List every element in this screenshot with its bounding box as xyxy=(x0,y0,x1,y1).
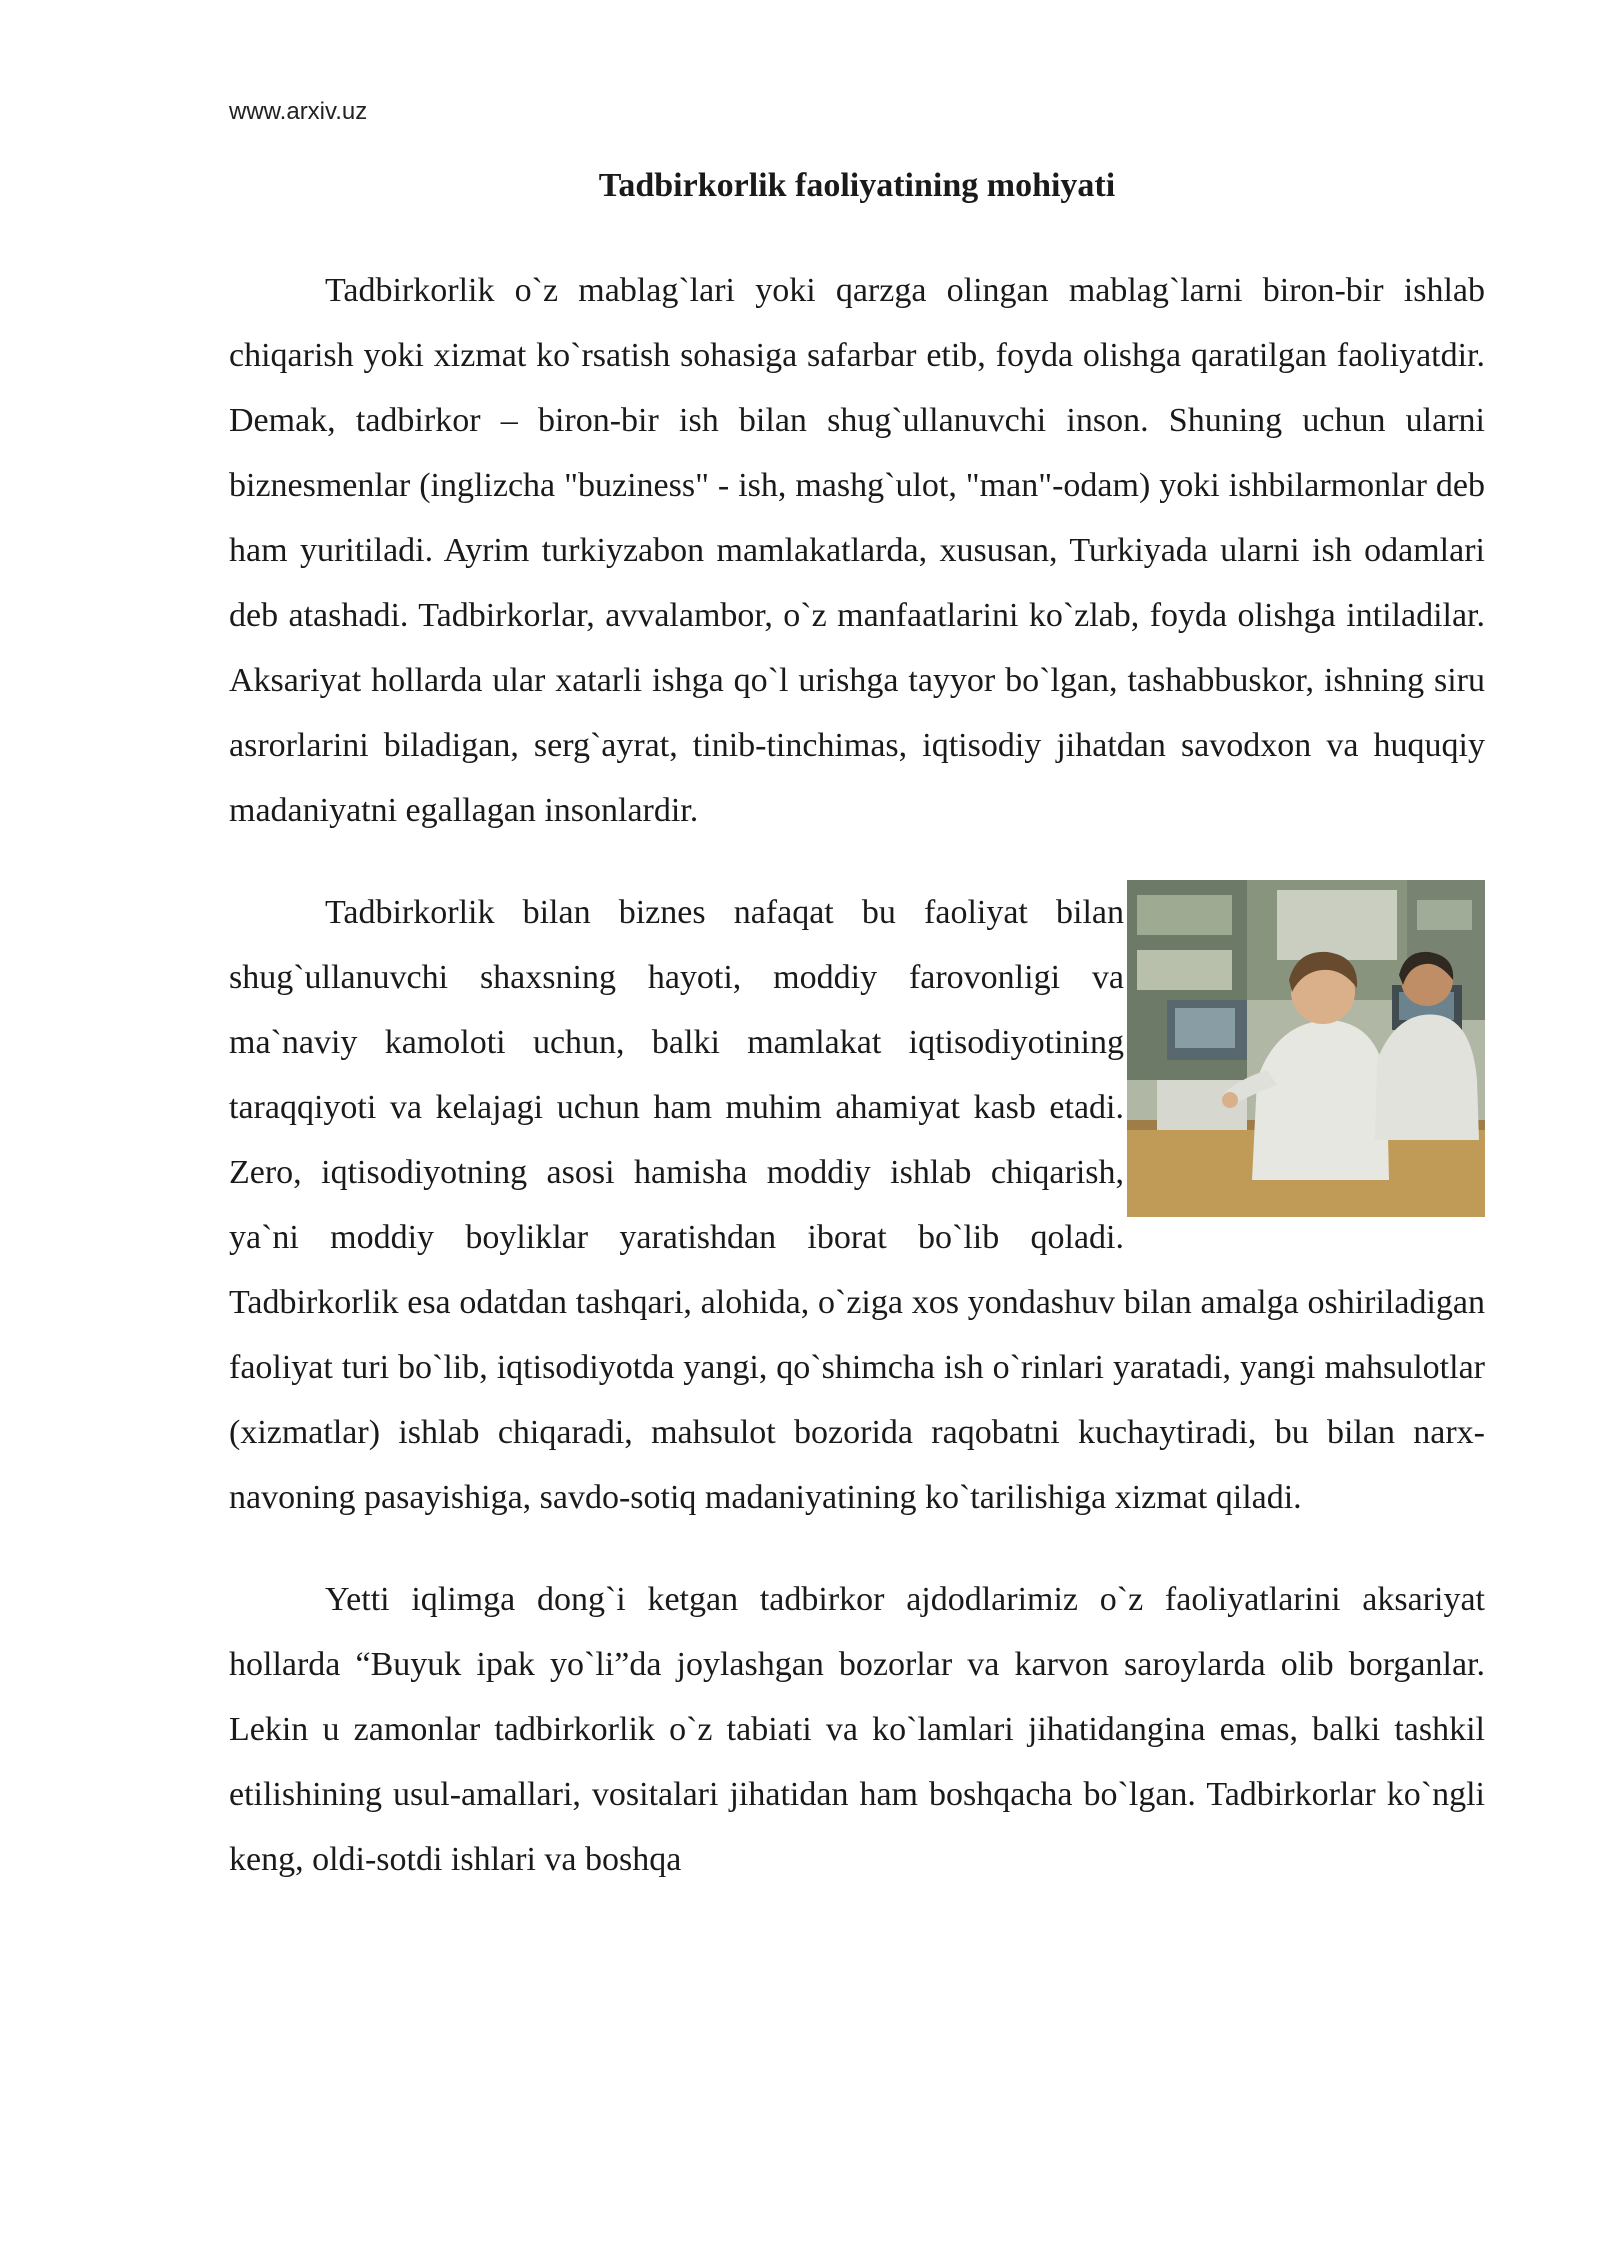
document-body xyxy=(229,258,1485,1929)
lab-workers-illustration xyxy=(1127,880,1485,1217)
paragraph-3: Yetti iqlimga dong`i ketgan tadbirkor ajdodlarimiz o`z faoliyatlarini aksariyat hollarda “Buyuk ipak yo`li”da joylashgan bozorlar va karvon saroylarda olib borganlar. Lekin u zamonlar tadbirkorlik o`z tabiati va ko`lamlari jihatidangina emas, balki tashkil etilishining usul-amallari, vositalari jihatidan ham boshqacha bo`lgan. Tadbirkorlar ko`ngli keng, oldi-sotdi ishlari va boshqa xyxy=(229,1581,1485,1878)
source-url[interactable]: www.arxiv.uz xyxy=(229,98,368,125)
page-title: Tadbirkorlik faoliyatining mohiyati xyxy=(598,167,1116,204)
paragraph-2: Tadbirkorlik bilan biznes nafaqat bu faoliyat bilan shug`ullanuvchi shaxsning hayoti, moddiy farovonligi va ma`naviy kamoloti uchun, balki mamlakat iqtisodiyotining taraqqiyoti va kelajagi uchun ham muhim ahamiyat kasb etadi. Zero, iqtisodiyotning asosi hamisha moddiy ishlab chiqarish, ya`ni moddiy boyliklar yaratishdan iborat bo`lib qoladi. Tadbirkorlik esa odatdan tashqari, alohida, o`ziga xos yondashuv bilan amalga oshiriladigan faoliyat turi bo`lib, iqtisodiyotda yangi, qo`shimcha ish o`rinlari yaratadi, yangi mahsulotlar (xizmatlar) ishlab chiqaradi, mahsulot bozorida raqobatni kuchaytiradi, bu bilan narx-navoning pasayishiga, savdo-sotiq madaniyatining ko`tarilishiga xizmat qiladi. xyxy=(229,894,1485,1516)
paragraph-1: Tadbirkorlik o`z mablag`lari yoki qarzga olingan mablag`larni biron-bir ishlab chiqarish yoki xizmat ko`rsatish sohasiga safarbar etib, foyda olishga qaratilgan faoliyatdir. Demak, tadbirkor – biron-bir ish bilan shug`ullanuvchi inson. Shuning uchun ularni biznesmenlar (inglizcha "buziness" - ish, mashg`ulot, "man"-odam) yoki ishbilarmonlar deb ham yuritiladi. Ayrim turkiyzabon mamlakatlarda, xususan, Turkiyada ularni ish odamlari deb atashadi. Tadbirkorlar, avvalambor, o`z manfaatlarini ko`zlab, foyda olishga intiladilar. Aksariyat hollarda ular xatarli ishga qo`l urishga tayyor bo`lgan, tashabbuskor, ishning siru asrorlarini biladigan, serg`ayrat, tinib-tinchimas, iqtisodiy jihatdan savodxon va huquqiy madaniyatni egallagan insonlardir. xyxy=(229,272,1485,829)
lab-workers-photo xyxy=(1127,880,1485,1217)
